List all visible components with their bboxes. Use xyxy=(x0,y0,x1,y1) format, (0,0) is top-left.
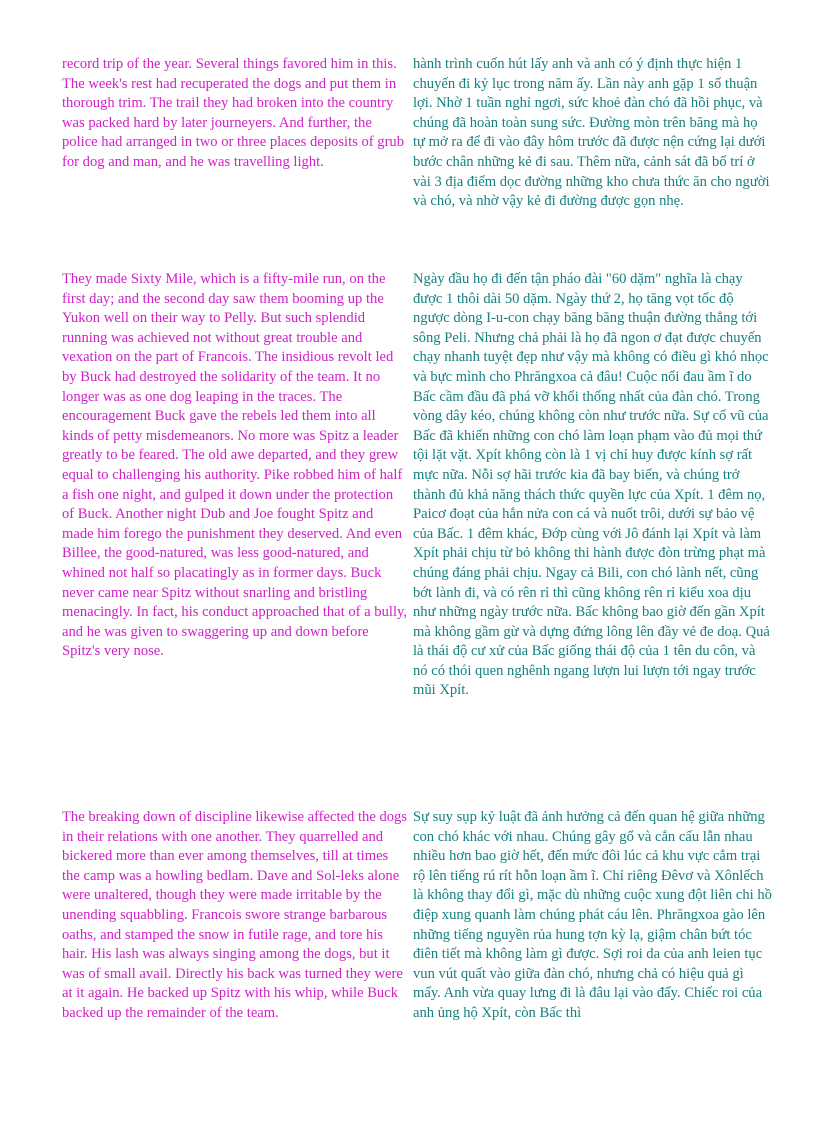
english-paragraph: The breaking down of discipline likewise affected the dogs in their relations with one another. They quarrelled and bickered more than ever among themselves, till at times the camp was a howling bedlam. Dave and Sol-leks alone were unaltered, though they were made irritable by the unending squabbling. Francois swore strange barbarous oaths, and stamped the snow in futile rage, and tore his hair. His lash was always singing among the dogs, but it was of small avail. Directly his back was turned they were at it again. He backed up Spitz with his whip, while Buck backed up the remainder of the team. xyxy=(62,809,408,1021)
vietnamese-paragraph: Sự suy sụp kỷ luật đã ảnh hưởng cả đến quan hệ giữa những con chó khác với nhau. Chúng gây gổ và cắn cấu lẫn nhau nhiều hơn bao giờ hết, đến mức đôi lúc cả khu vực cắm trại rộ lên tiếng rú rít hỗn loạn ầm ĩ. Chỉ riêng Đêvơ và Xônlếch là không thay đổi gì, mặc dù những cuộc xung đột liên chi hồ điệp xung quanh làm chúng phát cáu lên. Phrăngxoa gào lên những tiếng nguyền rủa hung tợn kỳ lạ, giậm chân bứt tóc điên tiết mà không làm gì được. Sợi roi da của anh leien tục vun vút quất vào giữa đàn chó, nhưng chả có hiệu quả gì mấy. Anh vừa quay lưng đi là đâu lại vào đấy. Chiếc roi của anh ủng hộ Xpít, còn Bấc thì xyxy=(413,809,772,1021)
english-paragraph: record trip of the year. Several things favored him in this. The week's rest had recuperated the dogs and put them in thorough trim. The trail they had broken into the country was packed hard by later journeyers. And further, the police had arranged in two or three places deposits of grub for dog and man, and he was travelling light. xyxy=(62,56,405,170)
vietnamese-paragraph: Ngày đầu họ đi đến tận pháo đài "60 dặm" nghĩa là chạy được 1 thôi dài 50 dặm. Ngày thứ 2, họ tăng vọt tốc độ ngược dòng I-u-con chạy băng băng thuận đường thẳng tới sông Peli. Nhưng chả phải là họ đã ngon ơ đạt được chuyến chạy nhanh tuyệt đẹp như vậy mà không có điều gì khó nhọc và bực mình cho Phrăngxoa cả đâu! Cuộc nổi đau ầm ĩ do Bấc cầm đầu đã phá vỡ khối thống nhất của đàn chó. Trong vòng dây kéo, chúng không còn như trước nữa. Sự cổ vũ của Bấc đã khiến những con chó làm loạn phạm vào đủ mọi thứ tội lặt vặt. Xpít không còn là 1 vị chỉ huy được kính sợ rất mực nữa. Nỗi sợ hãi trước kia đã bay biến, và chúng trở thành đủ khả năng thách thức quyền lực của Xpít. 1 đêm nọ, Paicơ đoạt của hắn nửa con cá và nuốt trôi, dưới sự bảo vệ của Bấc. 1 đêm khác, Đớp cùng với Jô đánh lại Xpít và làm Xpít phải chịu từ bỏ không thi hành được đòn trừng phạt mà chúng đáng phải chịu. Ngay cả Bili, con chó lành nết, cũng bớt lành đi, và có rên rỉ thì cũng không rên rỉ kiểu xoa dịu như những ngày trước nữa. Bấc không bao giờ đến gần Xpít mà không gầm gừ và dựng đứng lông lên đầy vẻ đe doạ. Quả là thái độ cư xử của Bấc giống thái độ của 1 tên du côn, và nó có thói quen nghênh ngang lượn lui lượn tới ngay trước mũi Xpít. xyxy=(413,271,770,699)
vietnamese-paragraph: hành trình cuốn hút lấy anh và anh có ý định thực hiện 1 chuyến đi kỷ lục trong năm ấy. Lần này anh gặp 1 số thuận lợi. Nhờ 1 tuần nghỉ ngơi, sức khoẻ đàn chó đã hồi phục, và chúng đã hoàn toàn sung sức. Đường mòn trên băng mà họ tự mở ra để đi vào đây hôm trước đã được nện cứng lại dưới bước chân những kẻ đi sau. Thêm nữa, cảnh sát đã bố trí ở vài 3 địa điểm dọc đường những kho chưa thức ăn cho người và chó, và nhờ vậy kẻ đi đường được gọn nhẹ. xyxy=(413,56,770,210)
english-paragraph: They made Sixty Mile, which is a fifty-mile run, on the first day; and the second day saw them booming up the Yukon well on their way to Pelly. But such splendid running was achieved not without great trouble and vexation on the part of Francois. The insidious revolt led by Buck had destroyed the solidarity of the team. It no longer was as one dog leaping in the traces. The encouragement Buck gave the rebels led them into all kinds of petty misdemeanors. No more was Spitz a leader greatly to be feared. The old awe departed, and they grew equal to challenging his authority. Pike robbed him of half a fish one night, and gulped it down under the protection of Buck. Another night Dub and Joe fought Spitz and made him forego the punishment they deserved. And even Billee, the good-natured, was less good-natured, and whined not half so placatingly as in former days. Buck never came near Spitz without snarling and bristling menacingly. In fact, his conduct approached that of a bully, and he was given to swaggering up and down before Spitz's very nose. xyxy=(62,271,407,660)
